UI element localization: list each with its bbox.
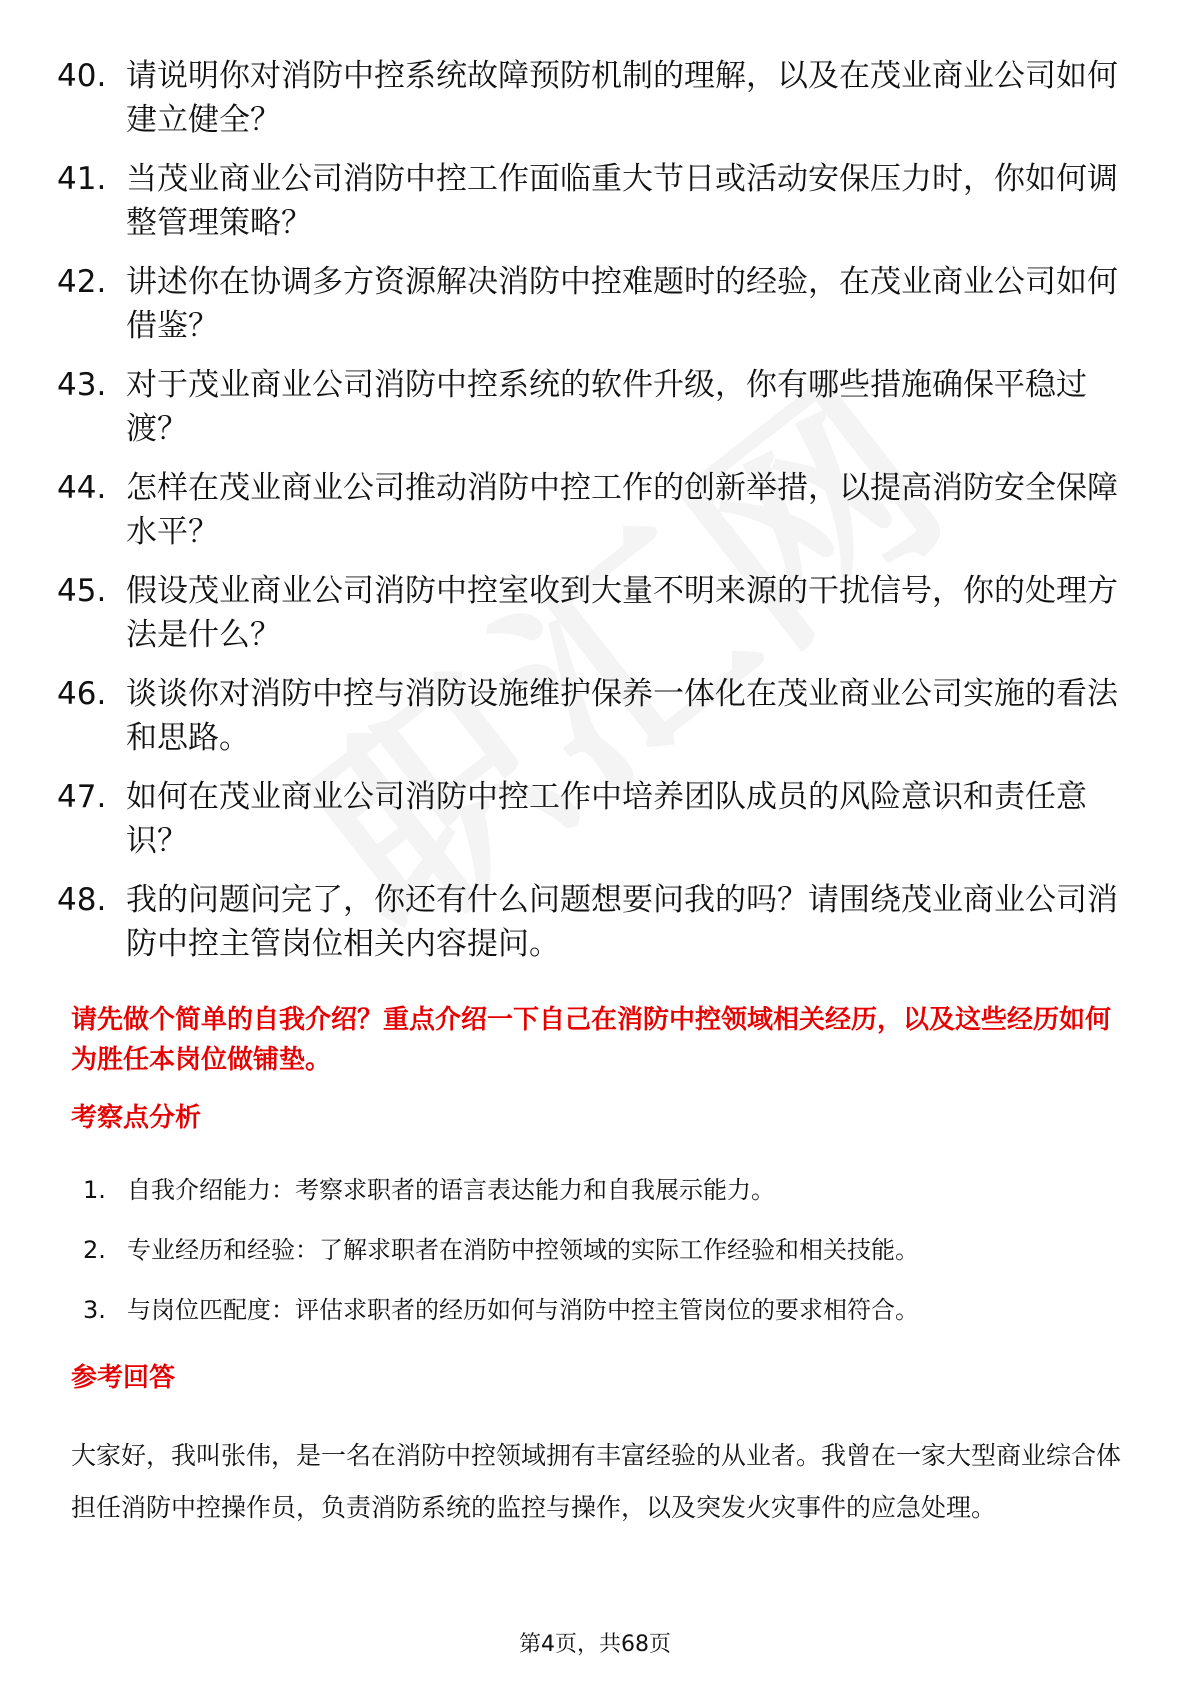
- analysis-text: 专业经历和经验：了解求职者在消防中控领域的实际工作经验和相关技能。: [127, 1236, 919, 1264]
- featured-question: 请先做个简单的自我介绍？重点介绍一下自己在消防中控领域相关经历，以及这些经历如何为胜任本岗位做铺垫。: [71, 1005, 1112, 1075]
- question-number: 43.: [57, 367, 107, 403]
- analysis-item: [83, 1172, 1123, 1208]
- question-item: [57, 672, 1137, 760]
- question-number: 47.: [57, 779, 107, 815]
- question-item: [57, 363, 1137, 451]
- question-item: [57, 466, 1137, 554]
- question-text: 请说明你对消防中控系统故障预防机制的理解，以及在茂业商业公司如何建立健全？: [126, 58, 1118, 138]
- analysis-title: 考察点分析: [71, 1103, 202, 1133]
- question-number: 40.: [57, 58, 107, 94]
- question-item: [57, 775, 1137, 863]
- analysis-number: 3.: [83, 1296, 106, 1324]
- question-item: [57, 260, 1137, 348]
- page-footer: 第4页，共68页: [519, 1632, 671, 1657]
- question-number: 48.: [57, 882, 107, 918]
- analysis-item: [83, 1292, 1123, 1328]
- question-text: 如何在茂业商业公司消防中控工作中培养团队成员的风险意识和责任意识？: [126, 779, 1087, 859]
- answer-text: 大家好，我叫张伟，是一名在消防中控领域拥有丰富经验的从业者。我曾在一家大型商业综合体担任消防中控操作员，负责消防系统的监控与操作，以及突发火灾事件的应急处理。: [71, 1441, 1122, 1522]
- question-text: 讲述你在协调多方资源解决消防中控难题时的经验，在茂业商业公司如何借鉴？: [126, 264, 1118, 344]
- question-item: [57, 569, 1137, 657]
- analysis-number: 2.: [83, 1236, 106, 1264]
- analysis-item: [83, 1232, 1123, 1268]
- question-text: 谈谈你对消防中控与消防设施维护保养一体化在茂业商业公司实施的看法和思路。: [126, 676, 1118, 756]
- question-number: 44.: [57, 470, 107, 506]
- question-number: 46.: [57, 676, 107, 712]
- question-item: [57, 54, 1137, 142]
- question-number: 42.: [57, 264, 107, 300]
- question-item: [57, 157, 1137, 245]
- analysis-text: 与岗位匹配度：评估求职者的经历如何与消防中控主管岗位的要求相符合。: [127, 1296, 919, 1324]
- question-number: 45.: [57, 573, 107, 609]
- analysis-text: 自我介绍能力：考察求职者的语言表达能力和自我展示能力。: [127, 1176, 775, 1204]
- answer-title: 参考回答: [71, 1363, 176, 1393]
- question-text: 怎样在茂业商业公司推动消防中控工作的创新举措，以提高消防安全保障水平？: [126, 470, 1118, 550]
- question-text: 对于茂业商业公司消防中控系统的软件升级，你有哪些措施确保平稳过渡？: [126, 367, 1087, 447]
- question-item: [57, 878, 1137, 966]
- analysis-number: 1.: [83, 1176, 106, 1204]
- question-number: 41.: [57, 161, 107, 197]
- question-text: 假设茂业商业公司消防中控室收到大量不明来源的干扰信号，你的处理方法是什么？: [126, 573, 1118, 653]
- question-text: 当茂业商业公司消防中控工作面临重大节日或活动安保压力时，你如何调整管理策略？: [126, 161, 1118, 241]
- question-text: 我的问题问完了，你还有什么问题想要问我的吗？请围绕茂业商业公司消防中控主管岗位相关内容提问。: [126, 882, 1118, 962]
- question-list: [57, 54, 1137, 981]
- analysis-list: [83, 1172, 1123, 1352]
